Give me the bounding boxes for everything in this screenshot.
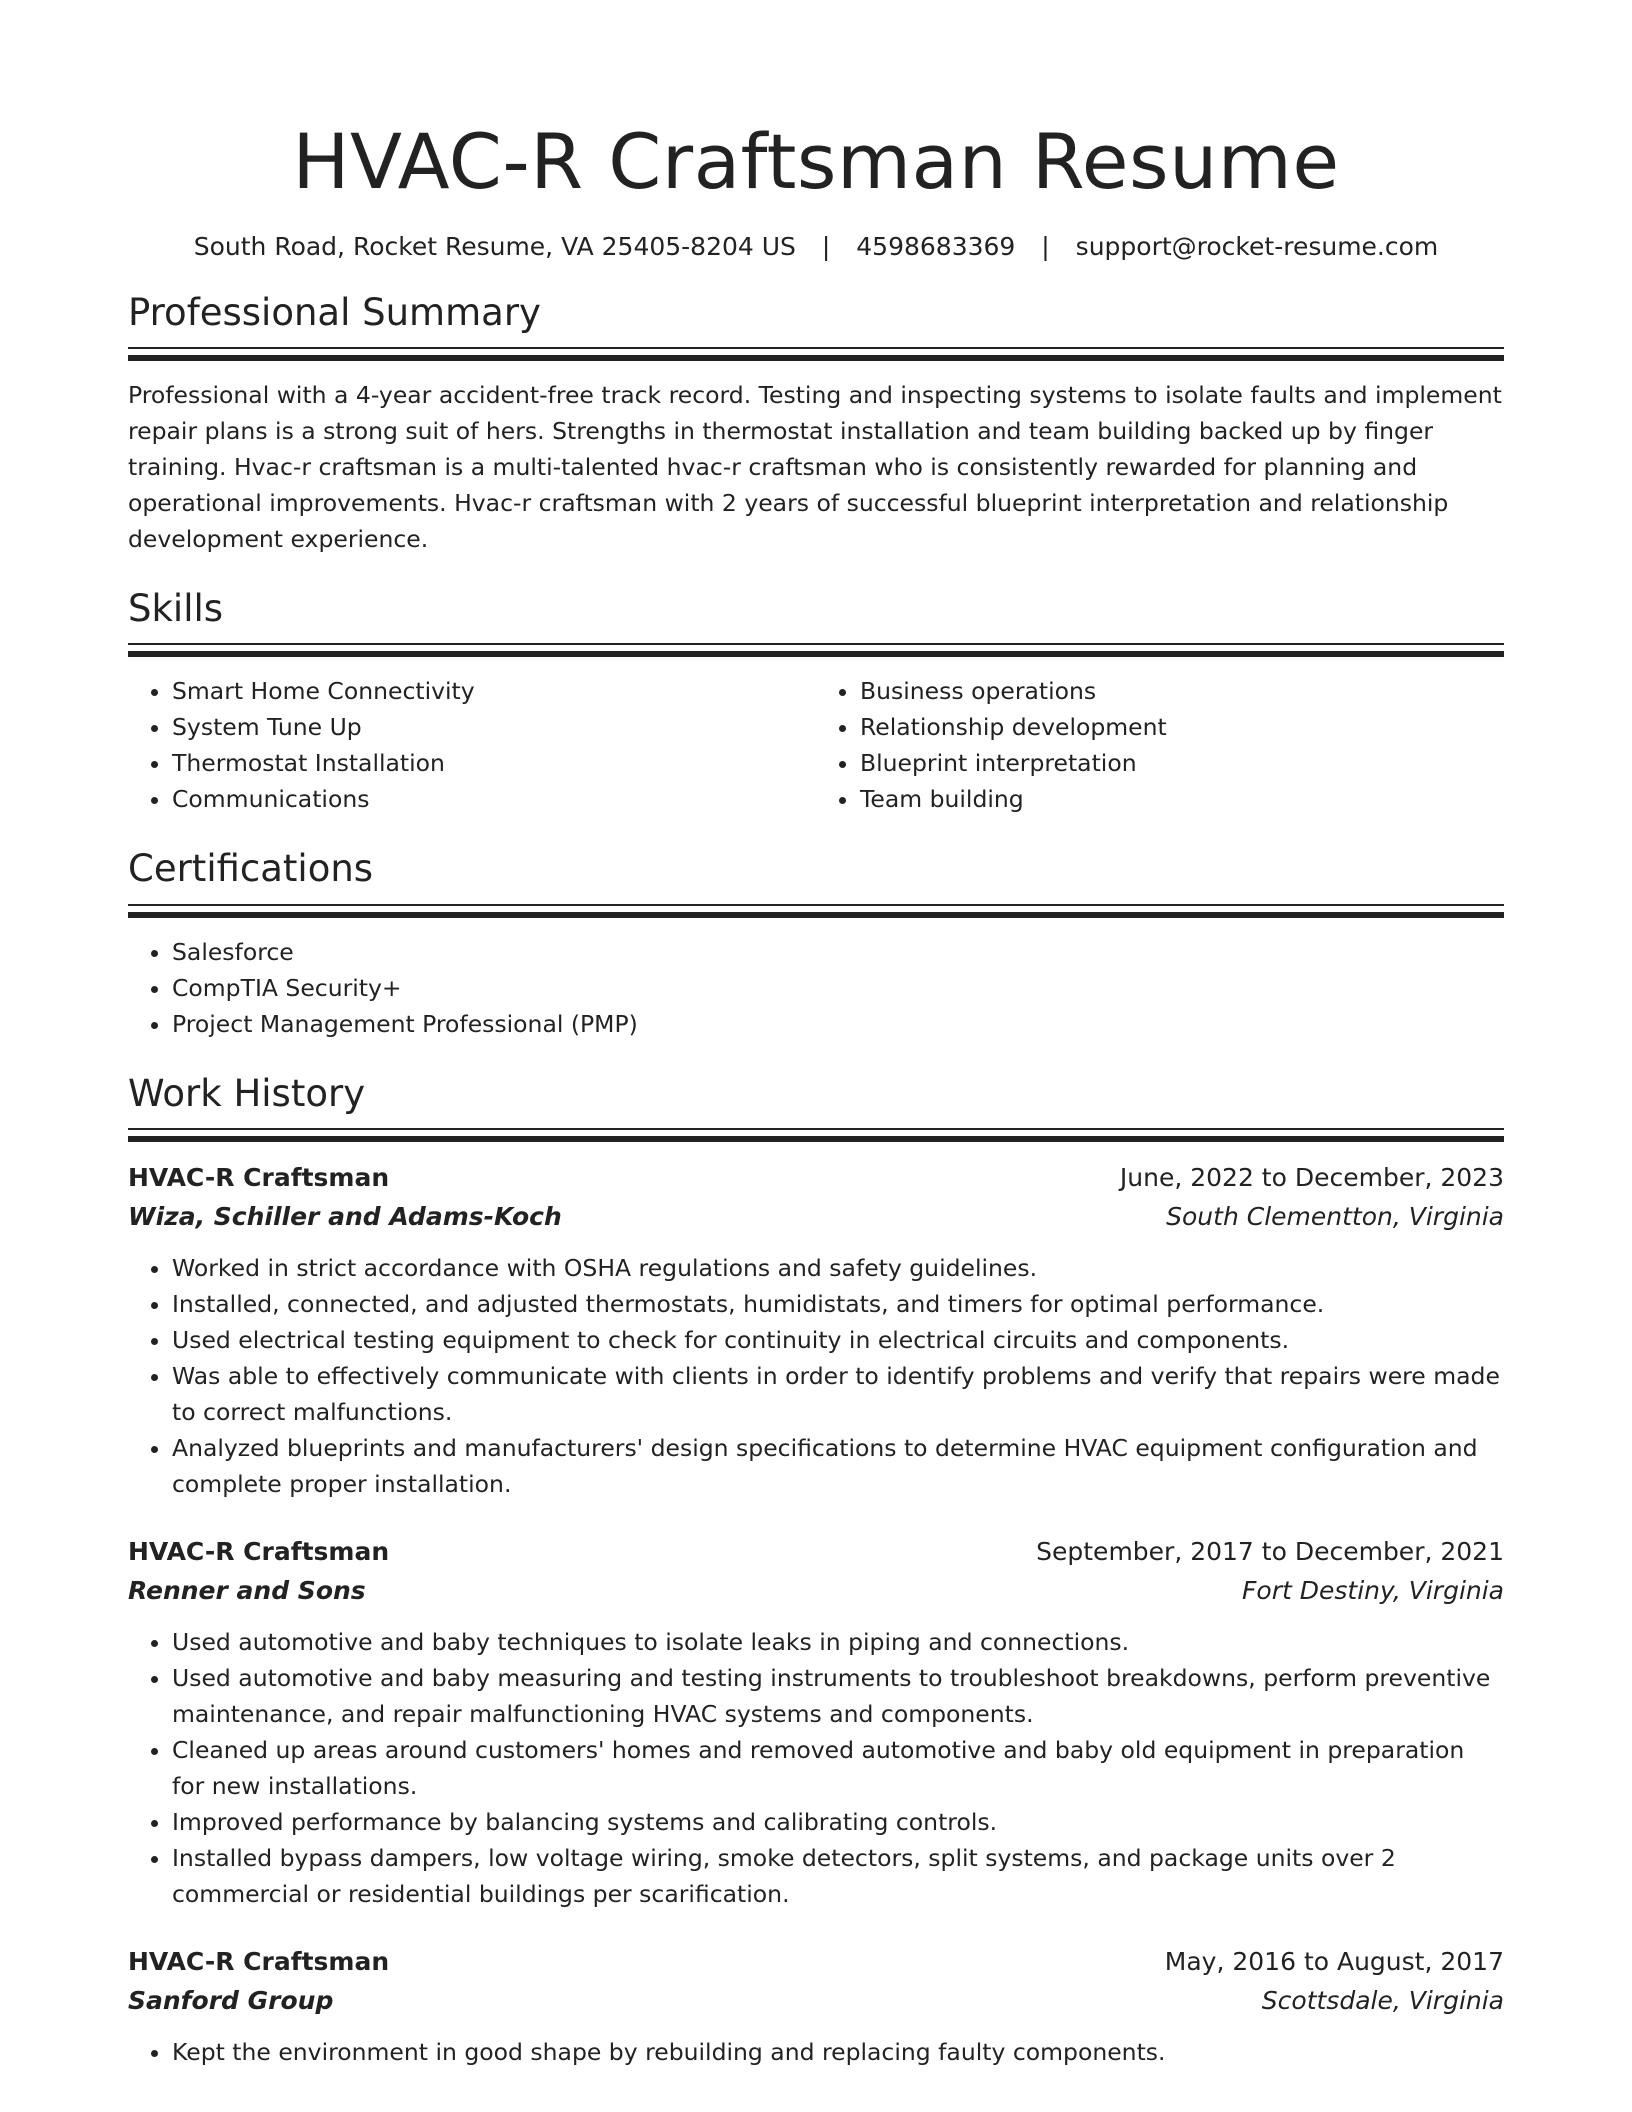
job-bullet: • Worked in strict accordance with OSHA regulations and safety guidelines. bbox=[172, 1250, 1504, 1286]
job-bullet: • Used automotive and baby measuring and testing instruments to troubleshoot breakdowns, perform preventive maintenance, and repair malfunctioning HVAC systems and components. bbox=[172, 1660, 1504, 1732]
section-divider bbox=[128, 643, 1504, 657]
job-title: HVAC-R Craftsman bbox=[128, 1163, 390, 1193]
contact-phone: 4598683369 bbox=[856, 231, 1016, 261]
certification-item: • Project Management Professional (PMP) bbox=[172, 1006, 1504, 1042]
section-divider bbox=[128, 904, 1504, 918]
job-dates: May, 2016 to August, 2017 bbox=[1164, 1947, 1504, 1977]
job-header bbox=[128, 1532, 1504, 1571]
job-bullet: • Analyzed blueprints and manufacturers' design specifications to determine HVAC equipment configuration and complete proper installation. bbox=[172, 1430, 1504, 1502]
skills-grid bbox=[128, 673, 1504, 817]
job-bullet: • Installed, connected, and adjusted thermostats, humidistats, and timers for optimal performance. bbox=[172, 1286, 1504, 1322]
contact-address: South Road, Rocket Resume, VA 25405-8204 US bbox=[193, 231, 796, 261]
skills-list-left bbox=[128, 673, 816, 817]
section-divider bbox=[128, 347, 1504, 361]
resume-title: HVAC-R Craftsman Resume bbox=[292, 117, 1340, 206]
job-subheader bbox=[128, 1197, 1504, 1236]
skill-item: • Blueprint interpretation bbox=[860, 745, 1504, 781]
contact-line bbox=[128, 232, 1504, 261]
skill-item: • Smart Home Connectivity bbox=[172, 673, 816, 709]
skill-item: • Relationship development bbox=[860, 709, 1504, 745]
contact-separator: | bbox=[821, 231, 831, 261]
skills-section bbox=[128, 587, 1504, 817]
job-bullet: • Used electrical testing equipment to check for continuity in electrical circuits and components. bbox=[172, 1322, 1504, 1358]
job-bullets bbox=[128, 1624, 1504, 1912]
skill-item: • System Tune Up bbox=[172, 709, 816, 745]
job-entry bbox=[128, 1942, 1504, 2070]
certifications-list bbox=[128, 934, 1504, 1042]
work-history-heading: Work History bbox=[128, 1071, 366, 1115]
skills-heading: Skills bbox=[128, 586, 224, 630]
job-location: South Clementton, Virginia bbox=[1166, 1202, 1504, 1232]
job-subheader bbox=[128, 1571, 1504, 1610]
summary-text: Professional with a 4-year accident-free track record. Testing and inspecting systems to isolate faults and implement repair plans is a strong suit of hers. Strengths in thermostat installation and team building backed up by finger training. Hvac-r craftsman is a multi-talented hvac-r craftsman who is consistently rewarded for planning and operational improvements. Hvac-r craftsman with 2 years of successful blueprint interpretation and relationship development experience. bbox=[128, 380, 1502, 553]
summary-section bbox=[128, 291, 1504, 557]
job-location: Scottsdale, Virginia bbox=[1261, 1986, 1504, 2016]
section-divider bbox=[128, 1128, 1504, 1142]
job-bullet: • Used automotive and baby techniques to isolate leaks in piping and connections. bbox=[172, 1624, 1504, 1660]
skill-item: • Team building bbox=[860, 781, 1504, 817]
job-dates: June, 2022 to December, 2023 bbox=[1119, 1163, 1504, 1193]
certifications-section bbox=[128, 847, 1504, 1041]
job-bullets bbox=[128, 2034, 1504, 2070]
job-bullet: • Kept the environment in good shape by rebuilding and replacing faulty components. bbox=[172, 2034, 1504, 2070]
contact-separator: | bbox=[1041, 231, 1050, 261]
skill-item: • Thermostat Installation bbox=[172, 745, 816, 781]
job-company: Renner and Sons bbox=[128, 1576, 366, 1606]
job-title: HVAC-R Craftsman bbox=[128, 1947, 390, 1977]
job-bullet: • Was able to effectively communicate with clients in order to identify problems and verify that repairs were made to correct malfunctions. bbox=[172, 1358, 1504, 1430]
job-entry bbox=[128, 1158, 1504, 1502]
work-history-section bbox=[128, 1072, 1504, 2070]
job-bullet: • Cleaned up areas around customers' homes and removed automotive and baby old equipment in preparation for new installations. bbox=[172, 1732, 1504, 1804]
job-entry bbox=[128, 1532, 1504, 1912]
contact-email: support@rocket-resume.com bbox=[1075, 231, 1439, 261]
certification-item: • CompTIA Security+ bbox=[172, 970, 1504, 1006]
job-location: Fort Destiny, Virginia bbox=[1242, 1576, 1504, 1606]
summary-heading: Professional Summary bbox=[128, 290, 541, 334]
job-bullet: • Improved performance by balancing systems and calibrating controls. bbox=[172, 1804, 1504, 1840]
skills-list-right bbox=[816, 673, 1504, 817]
certifications-heading: Certifications bbox=[128, 847, 374, 891]
job-company: Wiza, Schiller and Adams-Koch bbox=[128, 1202, 562, 1232]
job-company: Sanford Group bbox=[128, 1986, 334, 2016]
job-header bbox=[128, 1158, 1504, 1197]
skill-item: • Business operations bbox=[860, 673, 1504, 709]
job-title: HVAC-R Craftsman bbox=[128, 1537, 390, 1567]
job-bullets bbox=[128, 1250, 1504, 1502]
job-header bbox=[128, 1942, 1504, 1981]
job-subheader bbox=[128, 1981, 1504, 2020]
skill-item: • Communications bbox=[172, 781, 816, 817]
job-bullet: • Installed bypass dampers, low voltage wiring, smoke detectors, split systems, and package units over 2 commercial or residential buildings per scarification. bbox=[172, 1840, 1504, 1912]
certification-item: • Salesforce bbox=[172, 934, 1504, 970]
job-dates: September, 2017 to December, 2021 bbox=[1036, 1537, 1504, 1567]
